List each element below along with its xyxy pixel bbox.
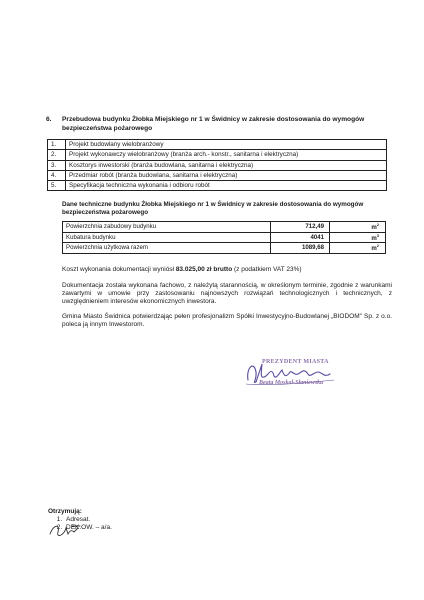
cost-prefix: Koszt wykonania dokumentacji wyniósł	[62, 266, 176, 273]
table-row	[48, 170, 387, 180]
table-row	[63, 222, 386, 233]
row-text: Specyfikacja techniczna wykonania i odbioru robót	[66, 181, 387, 191]
tech-value: 1089,68	[271, 243, 330, 254]
quality-paragraph: Dokumentacja została wykonana fachowo, z należytą starannością, w określonym terminie, zgodnie z warunkami zawartymi w umowie przy zastosowaniu najnowszych rozwiązań technologicznych i technicznych, z uwzględnieniem interesów ekonomicznych inwestora.	[62, 282, 392, 305]
recipients-title: Otrzymują:	[48, 508, 82, 515]
tech-label: Powierzchnia użytkowa razem	[63, 243, 271, 254]
tech-value: 712,49	[271, 222, 330, 233]
row-text: Projekt budowlany wielobranżowy	[66, 140, 387, 150]
row-number: 5.	[48, 181, 66, 191]
table-row	[48, 150, 387, 160]
row-text: Przedmiar robót (branża budowlana, sanitarna i elektryczna)	[66, 170, 387, 180]
unit-base: m	[371, 224, 377, 232]
tech-unit	[330, 243, 386, 254]
tech-label: Kubatura budynku	[63, 232, 271, 243]
row-number: 3.	[48, 160, 66, 170]
unit-exponent: 2	[376, 243, 379, 249]
tech-value: 4041	[271, 232, 330, 243]
row-number: 2.	[48, 150, 66, 160]
table-row	[48, 160, 387, 170]
unit-base: m	[371, 245, 377, 253]
stamp-title: PREZYDENT MIASTA	[262, 359, 329, 365]
cost-amount: 83.025,00 zł brutto	[175, 266, 233, 273]
recommendation-paragraph: Gmina Miasto Świdnica potwierdzając pełen profesjonalizm Spółki Inwestycyjno-Budowlanej „BIODOM" Sp. z o.o. poleca ją innym Inwestorom.	[62, 313, 392, 328]
table-row	[63, 232, 386, 243]
tech-data-heading: Dane techniczne budynku Żłobka Miejskiego nr 1 w Świdnicy w zakresie dostosowania do wymogów bezpieczeństwa pożarowego	[62, 201, 364, 217]
row-number: 1.	[48, 140, 66, 150]
unit-base: m	[371, 234, 377, 242]
handwritten-initials	[44, 518, 86, 540]
list-item: 1. Adresat.	[64, 516, 112, 524]
table-row	[63, 243, 386, 254]
row-number: 4.	[48, 170, 66, 180]
unit-exponent: 2	[376, 222, 379, 228]
row-text: Kosztorys inwestorski (branża budowlana, sanitarna i elektryczna)	[66, 160, 387, 170]
tech-unit	[330, 232, 386, 243]
documents-table	[47, 139, 387, 191]
tech-label: Powierzchnia zabudowy budynku	[63, 222, 271, 233]
section-heading	[46, 116, 386, 133]
unit-exponent: 3	[376, 232, 379, 238]
section-number: 6.	[46, 116, 52, 123]
table-row	[48, 181, 387, 191]
list-item: 2. DEK.OW. – a/a.	[64, 524, 112, 532]
cost-suffix: (z podatkiem VAT 23%)	[232, 266, 302, 273]
cost-line	[62, 266, 392, 274]
table-row	[48, 140, 387, 150]
tech-data-table	[62, 221, 386, 254]
section-title: Przebudowa budynku Żłobka Miejskiego nr 1 w Świdnicy w zakresie dostosowania do wymogów bezpieczeństwa pożarowego	[62, 116, 365, 132]
tech-unit	[330, 222, 386, 233]
row-text: Projekt wykonawczy wielobranżowy (branża arch.- konstr., sanitarna i elektryczna)	[66, 150, 387, 160]
initials-stroke	[50, 526, 80, 535]
stamp-name: Beata Moskal-Słaniewska	[259, 380, 324, 386]
